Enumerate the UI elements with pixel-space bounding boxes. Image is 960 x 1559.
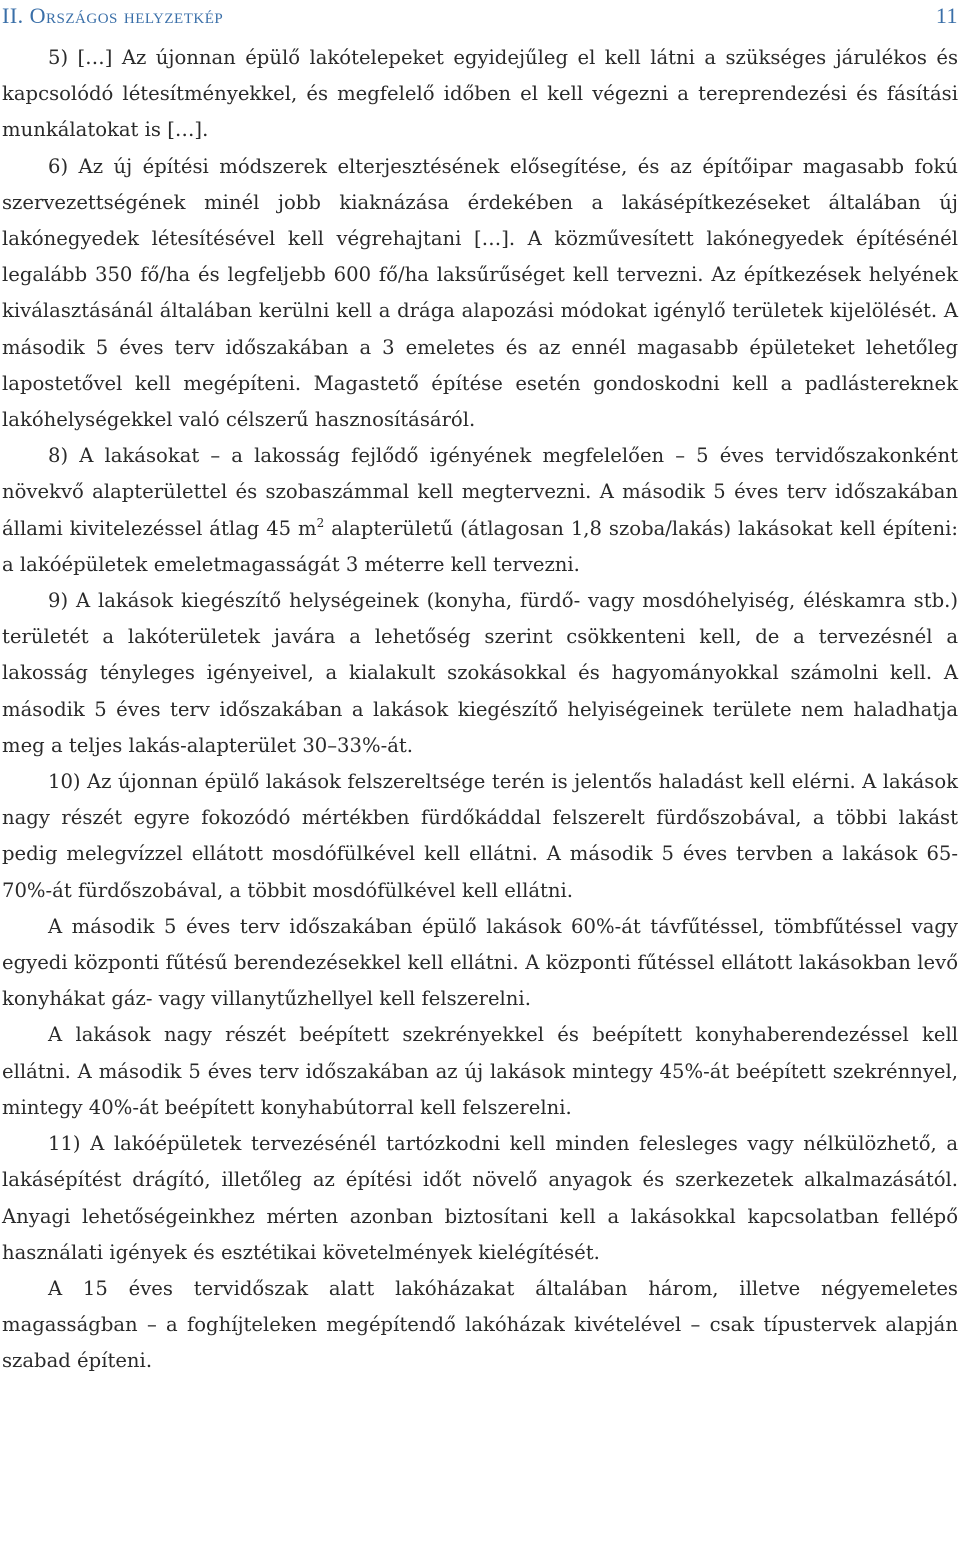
paragraph: 6) Az új építési módszerek elterjesztésének elősegítése, és az építőipar magasabb fokú szervezettségének minél jobb kiaknázása érdekében a lakásépítkezéseket általában új lakónegyedek létesítésével kell végrehajtani […]. A közművesített lakónegyedek építésénél legalább 350 fő/ha és legfeljebb 600 fő/ha laksűrűséget kell tervezni. Az építkezések helyének kiválasztásánál általában kerülni kell a drága alapozási módokat igénylő területek kijelölését. A második 5 éves terv időszakában a 3 emeletes és az ennél magasabb épületeket lehetőleg lapostetővel kell megépíteni. Magastető építése esetén gondoskodni kell a padlástereknek lakóhelységekkel való célszerű hasznosításáról.: [2, 154, 958, 432]
paragraph: 9) A lakások kiegészítő helységeinek (konyha, fürdő- vagy mosdóhelyiség, éléskamra stb.) területét a lakóterületek javára a lehetőség szerint csökkenteni kell, de a tervezésnél a lakosság tényleges igényeivel, a kialakult szokásokkal és hagyományokkal számolni kell. A második 5 éves terv időszakában a lakások kiegészítő helyiségeinek területe nem haladhatja meg a teljes lakás-alapterület 30–33%-át.: [2, 589, 958, 757]
paragraph: 10) Az újonnan épülő lakások felszereltsége terén is jelentős haladást kell elérni. A lakások nagy részét egyre fokozódó mértékben fürdőkáddal felszerelt fürdőszobával, a többi lakást pedig melegvízzel ellátott mosdófülkével kell ellátni. A második 5 éves tervben a lakások 65-70%-át fürdőszobával, a többit mosdófülkével kell ellátni.: [2, 770, 958, 902]
superscript: 2: [316, 515, 325, 530]
paragraph: 11) A lakóépületek tervezésénél tartózkodni kell minden felesleges vagy nélkülözhető, a lakásépítést drágító, illetőleg az építési időt növelő anyagok és szerkezetek alkalmazásától. Anyagi lehetőségeinkhez mérten azonban biztosítani kell a lakásokkal kapcsolatban fellépő használati igények és esztétikai követelmények kielégítését.: [2, 1132, 958, 1264]
paragraph: 5) […] Az újonnan épülő lakótelepeket egyidejűleg el kell látni a szükséges járulékos és kapcsolódó létesítményekkel, és megfelelő időben el kell végezni a tereprendezési és fásítási munkálatokat is […].: [2, 46, 958, 142]
body-text: [2, 40, 958, 1380]
paragraph-text: alapterületű (átlagosan 1,8 szoba/lakás) lakásokat kell építeni: a lakóépületek emeletmagasságát 3 méterre kell tervezni.: [2, 516, 958, 576]
section-title: II. Országos helyzetkép: [2, 3, 224, 28]
paragraph: A második 5 éves terv időszakában épülő lakások 60%-át távfűtéssel, tömbfűtéssel vagy egyedi központi fűtésű berendezésekkel kell ellátni. A központi fűtéssel ellátott lakásokban levő konyhákat gáz- vagy villanytűzhellyel kell felszerelni.: [2, 914, 958, 1011]
paragraph: A 15 éves tervidőszak alatt lakóházakat általában három, illetve négyemeletes magasságban – a foghíjteleken megépítendő lakóházak kivételével – csak típustervek alapján szabad építeni.: [2, 1276, 958, 1373]
document-page: [2, 0, 958, 1559]
paragraph: A lakások nagy részét beépített szekrényekkel és beépített konyhaberendezéssel kell ellátni. A második 5 éves terv időszakában az új lakások mintegy 45%-át beépített szekrénnyel, mintegy 40%-át beépített konyhabútorral kell felszerelni.: [2, 1023, 958, 1119]
page-number: 11: [935, 3, 958, 28]
paragraph-text: 8) A lakásokat – a lakosság fejlődő igényének megfelelően – 5 éves tervidőszakonként növekvő alapterülettel és szobaszámmal kell megtervezni. A második 5 éves terv időszakában állami kivitelezéssel átlag 45 m: [2, 444, 958, 540]
running-head: [2, 0, 958, 40]
paragraph: [2, 438, 958, 583]
